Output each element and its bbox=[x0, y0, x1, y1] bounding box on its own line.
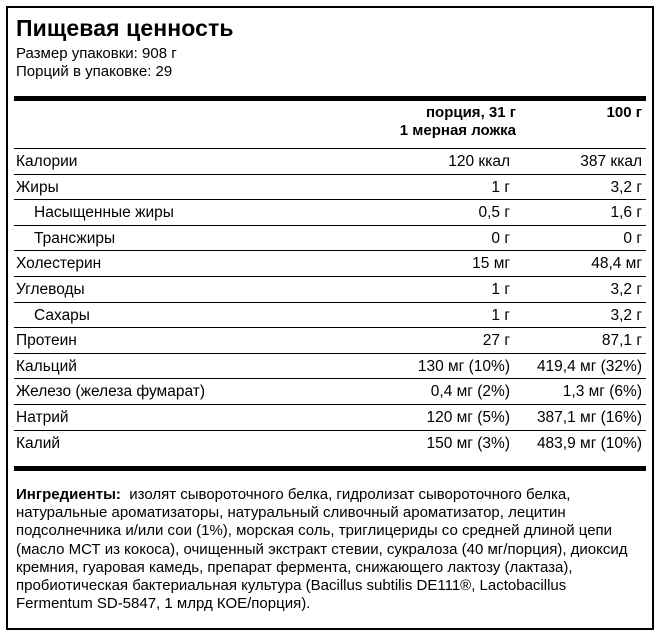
per-serving-value: 15 мг bbox=[472, 255, 510, 273]
per-100g-value: 87,1 г bbox=[601, 332, 642, 350]
table-row bbox=[14, 250, 646, 276]
per-serving-value: 120 мг (5%) bbox=[426, 408, 510, 426]
header-per-serving bbox=[316, 104, 516, 140]
nutrient-label: Сахары bbox=[34, 306, 90, 324]
per-serving-value: 130 мг (10%) bbox=[417, 357, 510, 375]
header-per-serving-line1: порция, 31 г bbox=[425, 104, 516, 121]
per-100g-value: 3,2 г bbox=[610, 178, 642, 196]
ingredients-block bbox=[16, 486, 636, 613]
per-100g-value: 0 г bbox=[623, 229, 642, 247]
thick-divider-top bbox=[14, 96, 646, 101]
nutrient-label: Кальций bbox=[16, 357, 77, 375]
nutrient-label: Натрий bbox=[16, 408, 69, 426]
nutrient-label: Калий bbox=[16, 434, 61, 452]
servings-per-package: Порций в упаковке: 29 bbox=[16, 63, 173, 80]
thick-divider-bottom bbox=[14, 466, 646, 471]
per-100g-value: 1,6 г bbox=[610, 204, 642, 222]
nutrient-label: Жиры bbox=[16, 178, 59, 196]
per-100g-value: 419,4 мг (32%) bbox=[536, 357, 642, 375]
table-row bbox=[14, 302, 646, 328]
nutrient-label: Холестерин bbox=[16, 255, 102, 273]
table-row bbox=[14, 199, 646, 225]
nutrition-facts-panel bbox=[6, 6, 654, 630]
nutrient-label: Трансжиры bbox=[34, 229, 116, 247]
table-row bbox=[14, 404, 646, 430]
ingredients-text: изолят сывороточного белка, гидролизат сывороточного белка, натуральные ароматизаторы, натуральный сливочный ароматизатор, лецитин подсолнечника и/или сои (1%), морская соль, триглицериды со средней длиной цепи (масло МСТ из кокоса), очищенный экстракт стевии, сукралоза (40 мг/порция), диоксид кремния, гуаровая камедь, препарат фермента, снижающего лактозу (лактаза), пробиотическая бактериальная культура (Bacillus subtilis DE111®, Lactobacillus Fermentum SD-5847, 1 млрд КОЕ/порция). bbox=[16, 486, 628, 613]
table-row bbox=[14, 327, 646, 353]
per-100g-value: 387,1 мг (16%) bbox=[536, 408, 642, 426]
panel-title: Пищевая ценность bbox=[16, 15, 234, 41]
nutrient-label: Насыщенные жиры bbox=[34, 204, 174, 222]
nutrition-table bbox=[14, 148, 646, 455]
header-per-100g: 100 г bbox=[606, 104, 642, 121]
ingredients-label: Ингредиенты: bbox=[16, 486, 121, 503]
per-serving-value: 150 мг (3%) bbox=[426, 434, 510, 452]
per-serving-value: 120 ккал bbox=[448, 153, 510, 170]
nutrient-label: Углеводы bbox=[16, 280, 85, 298]
nutrient-label: Калории bbox=[16, 153, 78, 170]
table-row bbox=[14, 353, 646, 379]
per-serving-value: 0,5 г bbox=[478, 204, 510, 222]
table-header bbox=[14, 104, 646, 148]
per-serving-value: 27 г bbox=[482, 332, 510, 350]
table-row bbox=[14, 225, 646, 251]
nutrient-label: Протеин bbox=[16, 332, 77, 350]
nutrient-label: Железо (железа фумарат) bbox=[16, 383, 205, 401]
per-100g-value: 3,2 г bbox=[610, 280, 642, 298]
header-per-serving-line2: 1 мерная ложка bbox=[399, 122, 516, 139]
table-row bbox=[14, 174, 646, 200]
per-serving-value: 0 г bbox=[491, 229, 510, 247]
per-100g-value: 387 ккал bbox=[580, 153, 642, 170]
per-100g-value: 3,2 г bbox=[610, 306, 642, 324]
package-size: Размер упаковки: 908 г bbox=[16, 45, 177, 62]
table-row bbox=[14, 148, 646, 174]
per-serving-value: 1 г bbox=[491, 280, 510, 298]
per-serving-value: 1 г bbox=[491, 306, 510, 324]
per-100g-value: 48,4 мг bbox=[591, 255, 642, 273]
per-100g-value: 483,9 мг (10%) bbox=[536, 434, 642, 452]
table-row bbox=[14, 378, 646, 404]
table-row bbox=[14, 276, 646, 302]
per-100g-value: 1,3 мг (6%) bbox=[562, 383, 642, 401]
table-row bbox=[14, 430, 646, 456]
per-serving-value: 0,4 мг (2%) bbox=[430, 383, 510, 401]
per-serving-value: 1 г bbox=[491, 178, 510, 196]
